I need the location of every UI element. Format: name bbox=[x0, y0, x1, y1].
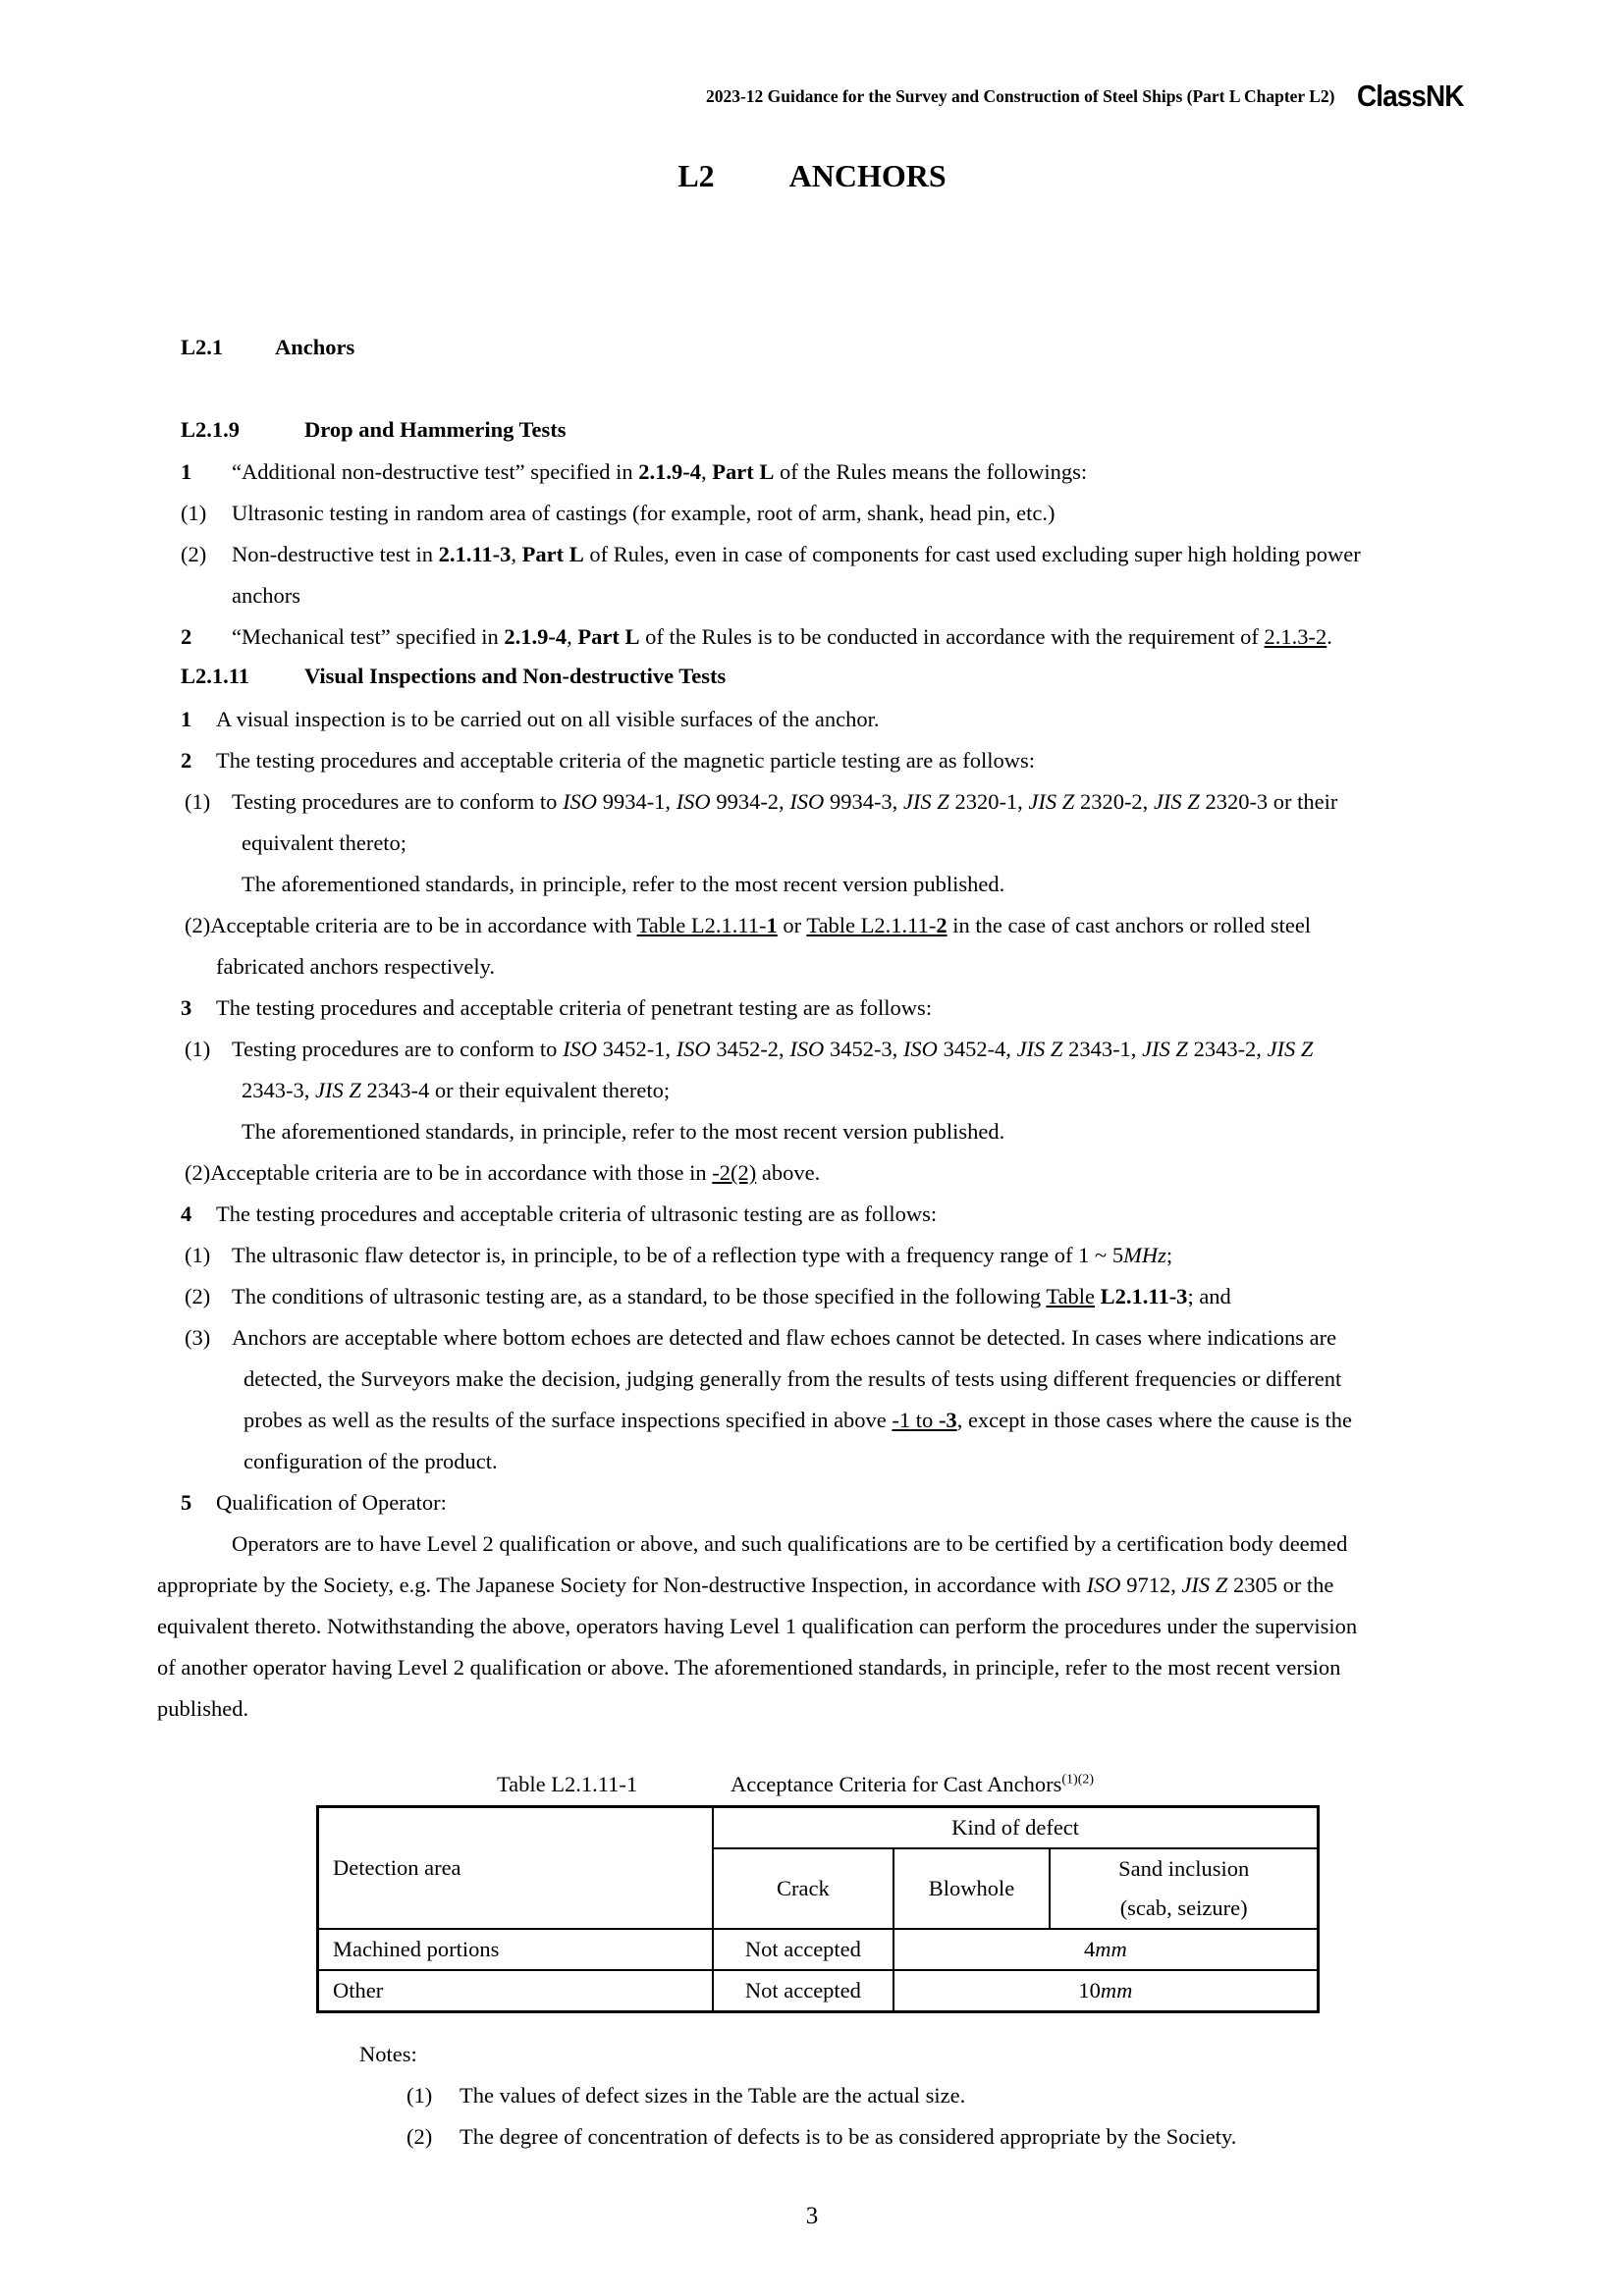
item-number: (1) bbox=[185, 1243, 211, 1267]
header-blowhole: Blowhole bbox=[893, 1848, 1051, 1929]
section-title: Anchors bbox=[275, 335, 355, 359]
paragraph-2: “Mechanical test” specified in 2.1.9-4, Part L of the Rules is to be conducted in accordance with the requirement of 2.1.3-2. bbox=[232, 624, 1332, 649]
item-number: (1) bbox=[185, 1037, 211, 1061]
paragraph-text: The testing procedures and acceptable criteria of ultrasonic testing are as follows: bbox=[216, 1201, 938, 1226]
paragraph-1: “Additional non-destructive test” specified in 2.1.9-4, Part L of the Rules means the followings: bbox=[232, 459, 1088, 484]
item-text: Testing procedures are to conform to ISO 3452-1, ISO 3452-2, ISO 3452-3, ISO 3452-4, JIS Z 2343-1, JIS Z 2343-2, JIS Z bbox=[232, 1037, 1314, 1061]
cell-area: Other bbox=[318, 1970, 714, 2012]
item-text: (2)Acceptable criteria are to be in accordance with Table L2.1.11-1 or Table L2.1.11-2 in the case of cast anchors or rolled steel bbox=[185, 913, 1312, 937]
header-crack: Crack bbox=[713, 1848, 893, 1929]
table-label: Table L2.1.11-1 bbox=[497, 1772, 638, 1796]
note-text: The values of defect sizes in the Table are the actual size. bbox=[460, 2083, 966, 2108]
item-text: The conditions of ultrasonic testing are, as a standard, to be those specified in the following Table L2.1.11-3; and bbox=[232, 1284, 1231, 1308]
header-sand-inclusion-detail: (scab, seizure) bbox=[1050, 1889, 1318, 1929]
item-text-continued: anchors bbox=[232, 583, 300, 608]
item-text: Ultrasonic testing in random area of castings (for example, root of arm, shank, head pin, etc.) bbox=[232, 501, 1056, 525]
chapter-name: ANCHORS bbox=[788, 158, 947, 193]
notes-title: Notes: bbox=[359, 2042, 417, 2066]
paragraph-body: of another operator having Level 2 qualification or above. The aforementioned standards, in principle, refer to the most recent version bbox=[157, 1655, 1341, 1680]
link-2-2[interactable]: -2(2) bbox=[712, 1160, 757, 1185]
item-text-continued: 2343-3, JIS Z 2343-4 or their equivalent thereto; bbox=[242, 1078, 671, 1102]
paragraph-body: published. bbox=[157, 1696, 249, 1721]
chapter-number: L2 bbox=[677, 158, 715, 193]
paragraph-number: 5 bbox=[181, 1490, 192, 1515]
link-table-l2-1-11-1[interactable]: Table L2.1.11-1 bbox=[636, 913, 778, 937]
header-kind-of-defect: Kind of defect bbox=[713, 1807, 1318, 1849]
cell-crack: Not accepted bbox=[713, 1929, 893, 1970]
item-text: Anchors are acceptable where bottom echoes are detected and flaw echoes cannot be detected. In cases where indications are bbox=[232, 1325, 1337, 1350]
item-text-continued: configuration of the product. bbox=[244, 1449, 498, 1473]
item-number: (1) bbox=[185, 789, 211, 814]
item-note: The aforementioned standards, in principle, refer to the most recent version published. bbox=[242, 1119, 1005, 1144]
chapter-title bbox=[0, 158, 1624, 194]
paragraph-number: 4 bbox=[181, 1201, 192, 1226]
paragraph-number: 3 bbox=[181, 995, 192, 1020]
link-table-l2-1-11-2[interactable]: Table L2.1.11-2 bbox=[806, 913, 947, 937]
paragraph-title: Qualification of Operator: bbox=[216, 1490, 447, 1515]
subsection-number: L2.1.11 bbox=[181, 664, 250, 688]
paragraph-1-number: 1 bbox=[181, 459, 192, 484]
section-number: L2.1 bbox=[181, 335, 224, 359]
item-text: Non-destructive test in 2.1.11-3, Part L of Rules, even in case of components for cast used excluding super high holding power bbox=[232, 542, 1361, 566]
item-text: The ultrasonic flaw detector is, in principle, to be of a reflection type with a frequency range of 1 ~ 5MHz; bbox=[232, 1243, 1173, 1267]
link-3[interactable]: -3 bbox=[938, 1408, 957, 1432]
cell-size: 10mm bbox=[893, 1970, 1319, 2012]
page-number: 3 bbox=[805, 2203, 819, 2229]
table-row bbox=[318, 1929, 1319, 1970]
item-text-continued: fabricated anchors respectively. bbox=[216, 954, 496, 979]
acceptance-criteria-table bbox=[316, 1805, 1320, 2013]
item-number: (2) bbox=[181, 542, 207, 566]
cell-size: 4mm bbox=[893, 1929, 1319, 1970]
item-text-continued: equivalent thereto; bbox=[242, 830, 407, 855]
item-note: The aforementioned standards, in principle, refer to the most recent version published. bbox=[242, 872, 1005, 896]
note-number: (2) bbox=[406, 2124, 433, 2149]
paragraph-number: 2 bbox=[181, 748, 192, 773]
paragraph-2-number: 2 bbox=[181, 624, 192, 649]
note-text: The degree of concentration of defects is to be as considered appropriate by the Society. bbox=[460, 2124, 1237, 2149]
cell-crack: Not accepted bbox=[713, 1970, 893, 2012]
subsection-title: Drop and Hammering Tests bbox=[304, 417, 567, 442]
item-number: (3) bbox=[185, 1325, 211, 1350]
subsection-title: Visual Inspections and Non-destructive Tests bbox=[304, 664, 727, 688]
item-text: Testing procedures are to conform to ISO 9934-1, ISO 9934-2, ISO 9934-3, JIS Z 2320-1, JIS Z 2320-2, JIS Z 2320-3 or their bbox=[232, 789, 1338, 814]
paragraph-text: A visual inspection is to be carried out on all visible surfaces of the anchor. bbox=[216, 707, 880, 731]
table-row bbox=[318, 1970, 1319, 2012]
paragraph-number: 1 bbox=[181, 707, 192, 731]
paragraph-body: Operators are to have Level 2 qualification or above, and such qualifications are to be certified by a certification body deemed bbox=[232, 1531, 1348, 1556]
classnk-logo: ClassNK bbox=[1356, 79, 1463, 113]
item-text: (2)Acceptable criteria are to be in accordance with those in -2(2) above. bbox=[185, 1160, 821, 1185]
item-text-continued: probes as well as the results of the surface inspections specified in above -1 to -3, except in those cases where the cause is the bbox=[244, 1408, 1353, 1432]
subsection-number: L2.1.9 bbox=[181, 417, 241, 442]
note-number: (1) bbox=[406, 2083, 433, 2108]
paragraph-body: equivalent thereto. Notwithstanding the above, operators having Level 1 qualification can perform the procedures under the supervision bbox=[157, 1614, 1358, 1638]
header-sand-inclusion: Sand inclusion bbox=[1050, 1848, 1318, 1889]
cell-area: Machined portions bbox=[318, 1929, 714, 1970]
link-2-1-3-2[interactable]: 2.1.3-2 bbox=[1264, 624, 1327, 649]
link-1[interactable]: -1 bbox=[892, 1408, 911, 1432]
paragraph-text: The testing procedures and acceptable criteria of penetrant testing are as follows: bbox=[216, 995, 933, 1020]
running-header bbox=[706, 79, 1475, 114]
running-title: 2023-12 Guidance for the Survey and Construction of Steel Ships (Part L Chapter L2) bbox=[705, 85, 1335, 106]
table-caption: Acceptance Criteria for Cast Anchors$^{(1)(2)}$ bbox=[731, 1772, 1095, 1796]
header-detection-area: Detection area bbox=[318, 1807, 714, 1930]
paragraph-text: The testing procedures and acceptable criteria of the magnetic particle testing are as follows: bbox=[216, 748, 1036, 773]
item-number: (1) bbox=[181, 501, 207, 525]
item-number: (2) bbox=[185, 1284, 211, 1308]
paragraph-body: appropriate by the Society, e.g. The Japanese Society for Non-destructive Inspection, in accordance with ISO 9712, JIS Z 2305 or the bbox=[157, 1573, 1334, 1597]
link-table[interactable]: Table bbox=[1046, 1284, 1096, 1308]
item-text-continued: detected, the Surveyors make the decision, judging generally from the results of tests using different frequencies or different bbox=[244, 1366, 1342, 1391]
